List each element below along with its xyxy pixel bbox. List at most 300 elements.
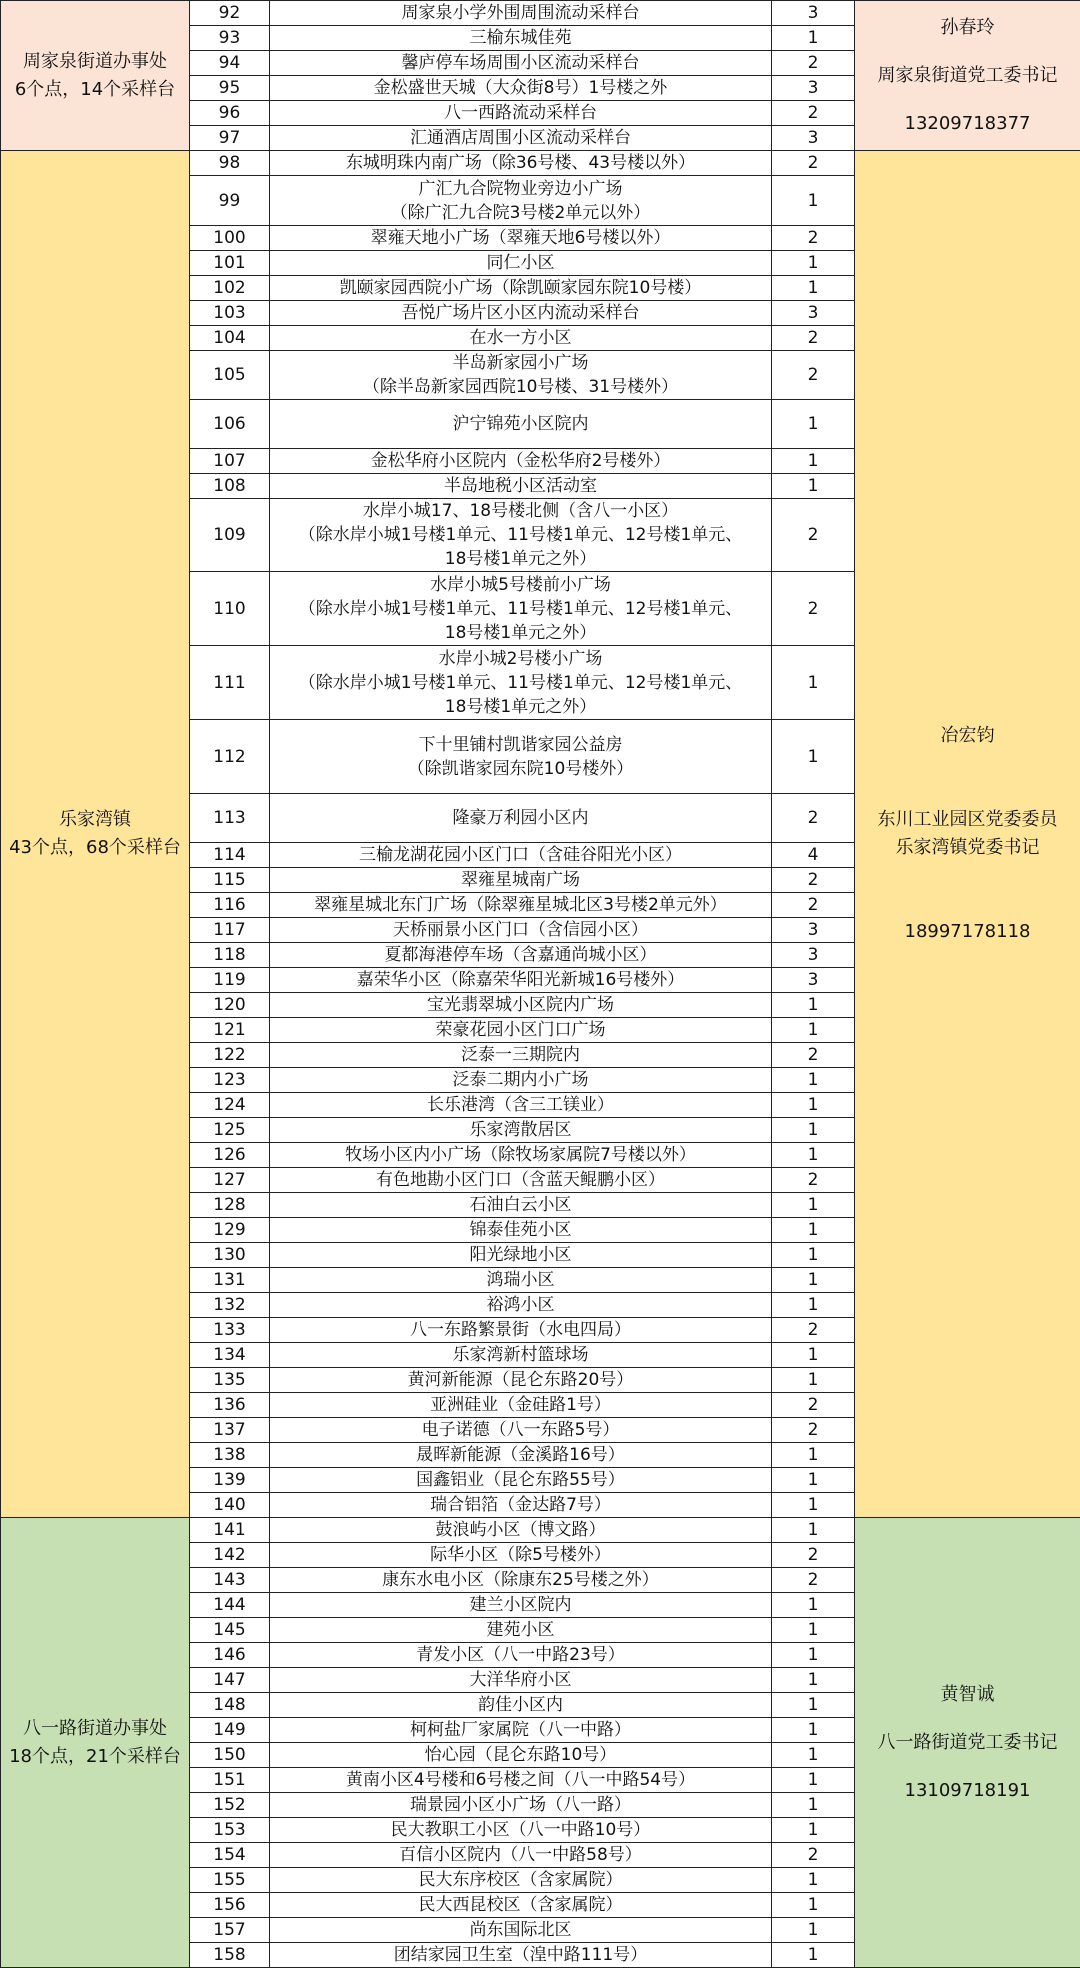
site-number: 138 (190, 1443, 270, 1468)
site-name (270, 1393, 772, 1418)
site-name-line: 水岸小城2号楼小广场 (270, 647, 771, 671)
station-count: 1 (772, 251, 855, 276)
station-count: 1 (772, 1443, 855, 1468)
site-number: 103 (190, 301, 270, 326)
site-name (270, 1743, 772, 1768)
station-count: 1 (772, 1818, 855, 1843)
spacer (855, 1757, 1080, 1777)
site-number: 106 (190, 400, 270, 449)
site-number: 126 (190, 1143, 270, 1168)
site-number: 112 (190, 720, 270, 794)
contact-phone: 18997178118 (855, 918, 1080, 946)
site-number: 129 (190, 1218, 270, 1243)
site-name-line: 夏都海港停车场（含嘉通尚城小区） (270, 943, 771, 967)
site-number: 121 (190, 1018, 270, 1043)
station-count: 1 (772, 1618, 855, 1643)
site-name-line: （除半岛新家园西院10号楼、31号楼外） (270, 375, 771, 399)
station-count: 2 (772, 1168, 855, 1193)
site-name (270, 1343, 772, 1368)
site-name-line: 康东水电小区（除康东25号楼之外） (270, 1568, 771, 1592)
site-number: 149 (190, 1718, 270, 1743)
site-number: 137 (190, 1418, 270, 1443)
site-name (270, 1543, 772, 1568)
site-name (270, 993, 772, 1018)
station-count: 1 (772, 1643, 855, 1668)
site-number: 98 (190, 151, 270, 176)
site-number: 153 (190, 1818, 270, 1843)
station-count: 4 (772, 843, 855, 868)
site-name (270, 1568, 772, 1593)
station-count: 2 (772, 868, 855, 893)
site-name (270, 51, 772, 76)
site-name-line: 天桥丽景小区门口（含信园小区） (270, 918, 771, 942)
site-name (270, 1, 772, 26)
site-name-line: 18号楼1单元之外） (270, 547, 771, 571)
station-count: 1 (772, 1468, 855, 1493)
site-name (270, 474, 772, 499)
site-name (270, 499, 772, 572)
spacer (855, 750, 1080, 806)
contact-phone: 13109718191 (855, 1777, 1080, 1805)
station-count: 1 (772, 176, 855, 226)
site-name-line: 半岛新家园小广场 (270, 351, 771, 375)
site-name-line: 有色地勘小区门口（含蓝天鲲鹏小区） (270, 1168, 771, 1192)
site-number: 120 (190, 993, 270, 1018)
site-name-line: 东城明珠内南广场（除36号楼、43号楼以外） (270, 151, 771, 175)
site-name-line: 凯颐家园西院小广场（除凯颐家园东院10号楼） (270, 276, 771, 300)
site-name (270, 101, 772, 126)
site-name (270, 1168, 772, 1193)
site-number: 156 (190, 1893, 270, 1918)
site-name (270, 1593, 772, 1618)
site-name (270, 868, 772, 893)
site-name (270, 1368, 772, 1393)
site-name-line: 泛泰一三期院内 (270, 1043, 771, 1067)
site-name-line: 乐家湾散居区 (270, 1118, 771, 1142)
site-name-line: 下十里铺村凯谐家园公益房 (270, 733, 771, 757)
site-number: 115 (190, 868, 270, 893)
group-name: 乐家湾镇 (1, 806, 189, 834)
site-name (270, 1093, 772, 1118)
site-name-line: 民大西昆校区（含家属院） (270, 1893, 771, 1917)
station-count: 3 (772, 918, 855, 943)
site-name-line: 汇通酒店周围小区流动采样台 (270, 126, 771, 150)
station-count: 3 (772, 76, 855, 101)
station-count: 1 (772, 1143, 855, 1168)
station-count: 1 (772, 1093, 855, 1118)
site-number: 94 (190, 51, 270, 76)
site-name-line: 怡心园（昆仑东路10号） (270, 1743, 771, 1767)
site-number: 155 (190, 1868, 270, 1893)
spacer (855, 90, 1080, 110)
site-number: 108 (190, 474, 270, 499)
site-name (270, 794, 772, 843)
contact-name: 冶宏钧 (855, 722, 1080, 750)
station-count: 1 (772, 720, 855, 794)
site-name (270, 893, 772, 918)
site-number: 102 (190, 276, 270, 301)
site-name-line: 馨庐停车场周围小区流动采样台 (270, 51, 771, 75)
group-summary: 18个点，21个采样台 (1, 1743, 189, 1771)
site-name-line: 锦泰佳苑小区 (270, 1218, 771, 1242)
site-number: 116 (190, 893, 270, 918)
station-count: 3 (772, 943, 855, 968)
site-number: 101 (190, 251, 270, 276)
site-number: 143 (190, 1568, 270, 1593)
site-name (270, 1418, 772, 1443)
site-name-line: （除凯谐家园东院10号楼外） (270, 757, 771, 781)
site-name-line: 八一西路流动采样台 (270, 101, 771, 125)
station-count: 1 (772, 1668, 855, 1693)
site-name-line: 隆豪万利园小区内 (270, 806, 771, 830)
site-number: 95 (190, 76, 270, 101)
group-name: 八一路街道办事处 (1, 1715, 189, 1743)
site-name (270, 176, 772, 226)
site-name (270, 251, 772, 276)
station-count: 1 (772, 1218, 855, 1243)
site-name (270, 1143, 772, 1168)
site-name (270, 572, 772, 646)
site-name-line: 八一东路繁景街（水电四局） (270, 1318, 771, 1342)
station-count: 1 (772, 1193, 855, 1218)
site-name (270, 326, 772, 351)
contact-name: 孙春玲 (855, 14, 1080, 42)
station-count: 1 (772, 1868, 855, 1893)
site-name-line: 鸿瑞小区 (270, 1268, 771, 1292)
station-count: 1 (772, 1243, 855, 1268)
station-count: 2 (772, 101, 855, 126)
group-name-cell (1, 151, 190, 1518)
site-name (270, 1718, 772, 1743)
station-count: 3 (772, 301, 855, 326)
site-name-line: 翠雍星城北东门广场（除翠雍星城北区3号楼2单元外） (270, 893, 771, 917)
site-name-line: 沪宁锦苑小区院内 (270, 412, 771, 436)
site-name-line: 金松盛世天城（大众街8号）1号楼之外 (270, 76, 771, 100)
site-name-line: 嘉荣华小区（除嘉荣华阳光新城16号楼外） (270, 968, 771, 992)
site-name (270, 1668, 772, 1693)
site-name (270, 1318, 772, 1343)
station-count: 1 (772, 1793, 855, 1818)
site-number: 99 (190, 176, 270, 226)
site-name-line: 电子诺德（八一东路5号） (270, 1418, 771, 1442)
station-count: 2 (772, 794, 855, 843)
site-number: 140 (190, 1493, 270, 1518)
site-name-line: 阳光绿地小区 (270, 1243, 771, 1267)
site-name-line: 牧场小区内小广场（除牧场家属院7号楼以外） (270, 1143, 771, 1167)
site-name-line: 晟晖新能源（金溪路16号） (270, 1443, 771, 1467)
site-number: 158 (190, 1943, 270, 1968)
site-name-line: 同仁小区 (270, 251, 771, 275)
site-number: 109 (190, 499, 270, 572)
site-number: 147 (190, 1668, 270, 1693)
station-count: 1 (772, 1293, 855, 1318)
station-count: 1 (772, 1493, 855, 1518)
site-name-line: 韵佳小区内 (270, 1693, 771, 1717)
site-name-line: 荣豪花园小区门口广场 (270, 1018, 771, 1042)
site-name (270, 1068, 772, 1093)
site-name-line: 黄河新能源（昆仑东路20号） (270, 1368, 771, 1392)
site-name (270, 1218, 772, 1243)
station-count: 1 (772, 1743, 855, 1768)
contact-name: 黄智诚 (855, 1681, 1080, 1709)
site-name-line: 民大东序校区（含家属院） (270, 1868, 771, 1892)
spacer (855, 1709, 1080, 1729)
site-name-line: （除水岸小城1号楼1单元、11号楼1单元、12号楼1单元、 (270, 671, 771, 695)
site-number: 127 (190, 1168, 270, 1193)
site-number: 145 (190, 1618, 270, 1643)
site-name (270, 1643, 772, 1668)
site-name-line: 柯柯盐厂家属院（八一中路） (270, 1718, 771, 1742)
site-name (270, 1018, 772, 1043)
site-name-line: 18号楼1单元之外） (270, 621, 771, 645)
site-name (270, 1193, 772, 1218)
site-number: 92 (190, 1, 270, 26)
site-name-line: （除广汇九合院3号楼2单元以外） (270, 201, 771, 225)
station-count: 2 (772, 226, 855, 251)
site-name (270, 276, 772, 301)
site-number: 118 (190, 943, 270, 968)
site-name (270, 126, 772, 151)
site-name-line: 团结家园卫生室（湟中路111号） (270, 1943, 771, 1967)
site-name (270, 1768, 772, 1793)
site-name-line: 尚东国际北区 (270, 1918, 771, 1942)
station-count: 2 (772, 351, 855, 400)
station-count: 2 (772, 499, 855, 572)
contact-phone: 13209718377 (855, 110, 1080, 138)
station-count: 1 (772, 26, 855, 51)
station-count: 2 (772, 1418, 855, 1443)
contact-cell (855, 1, 1080, 151)
site-name (270, 26, 772, 51)
site-name (270, 1893, 772, 1918)
site-name (270, 1843, 772, 1868)
site-number: 96 (190, 101, 270, 126)
station-count: 2 (772, 1843, 855, 1868)
station-count: 2 (772, 1043, 855, 1068)
site-number: 150 (190, 1743, 270, 1768)
site-name-line: 国鑫铝业（昆仑东路55号） (270, 1468, 771, 1492)
site-number: 125 (190, 1118, 270, 1143)
site-name-line: 建兰小区院内 (270, 1593, 771, 1617)
station-count: 2 (772, 1568, 855, 1593)
site-number: 105 (190, 351, 270, 400)
station-count: 1 (772, 1268, 855, 1293)
station-count: 1 (772, 1518, 855, 1543)
station-count: 1 (772, 1118, 855, 1143)
station-count: 1 (772, 1893, 855, 1918)
site-number: 104 (190, 326, 270, 351)
site-name (270, 1468, 772, 1493)
site-name (270, 1918, 772, 1943)
station-count: 1 (772, 1368, 855, 1393)
contact-cell (855, 1518, 1080, 1968)
site-name (270, 1493, 772, 1518)
site-number: 122 (190, 1043, 270, 1068)
site-name-line: 瑞景园小区小广场（八一路） (270, 1793, 771, 1817)
site-name-line: （除水岸小城1号楼1单元、11号楼1单元、12号楼1单元、 (270, 523, 771, 547)
site-name (270, 1118, 772, 1143)
site-name-line: 半岛地税小区活动室 (270, 474, 771, 498)
site-name (270, 1443, 772, 1468)
station-count: 2 (772, 572, 855, 646)
site-number: 136 (190, 1393, 270, 1418)
site-name-line: 泛泰二期内小广场 (270, 1068, 771, 1092)
site-name (270, 646, 772, 720)
site-name-line: 广汇九合院物业旁边小广场 (270, 177, 771, 201)
site-name-line: 翠雍星城南广场 (270, 868, 771, 892)
spacer (855, 42, 1080, 62)
station-count: 1 (772, 400, 855, 449)
site-number: 157 (190, 1918, 270, 1943)
site-name (270, 1693, 772, 1718)
station-count: 1 (772, 276, 855, 301)
site-number: 97 (190, 126, 270, 151)
station-count: 1 (772, 1718, 855, 1743)
site-number: 132 (190, 1293, 270, 1318)
site-name (270, 1293, 772, 1318)
site-name-line: 三榆龙湖花园小区门口（含硅谷阳光小区） (270, 843, 771, 867)
site-name-line: 际华小区（除5号楼外） (270, 1543, 771, 1567)
site-name (270, 226, 772, 251)
station-count: 2 (772, 893, 855, 918)
site-name (270, 1868, 772, 1893)
site-name-line: 水岸小城5号楼前小广场 (270, 573, 771, 597)
station-count: 2 (772, 51, 855, 76)
site-name-line: 水岸小城17、18号楼北侧（含八一小区） (270, 499, 771, 523)
spacer (855, 862, 1080, 918)
site-name (270, 968, 772, 993)
site-name (270, 1618, 772, 1643)
site-name-line: 三榆东城佳苑 (270, 26, 771, 50)
station-count: 3 (772, 968, 855, 993)
site-name (270, 1243, 772, 1268)
station-count: 1 (772, 1593, 855, 1618)
site-name-line: 周家泉小学外围周围流动采样台 (270, 1, 771, 25)
site-number: 128 (190, 1193, 270, 1218)
site-number: 131 (190, 1268, 270, 1293)
station-count: 1 (772, 1343, 855, 1368)
site-name-line: 长乐港湾（含三工镁业） (270, 1093, 771, 1117)
station-count: 1 (772, 1018, 855, 1043)
station-count: 3 (772, 1, 855, 26)
site-name-line: 乐家湾新村篮球场 (270, 1343, 771, 1367)
group-name-cell (1, 1518, 190, 1968)
contact-cell (855, 151, 1080, 1518)
station-count: 1 (772, 1068, 855, 1093)
site-number: 93 (190, 26, 270, 51)
contact-title: 东川工业园区党委委员 (855, 806, 1080, 834)
site-name-line: 百信小区院内（八一中路58号） (270, 1843, 771, 1867)
site-name-line: 18号楼1单元之外） (270, 695, 771, 719)
site-number: 123 (190, 1068, 270, 1093)
site-number: 110 (190, 572, 270, 646)
site-name (270, 301, 772, 326)
site-number: 139 (190, 1468, 270, 1493)
site-name (270, 1818, 772, 1843)
site-number: 141 (190, 1518, 270, 1543)
site-name-line: 在水一方小区 (270, 326, 771, 350)
site-name (270, 1943, 772, 1968)
station-count: 2 (772, 1543, 855, 1568)
station-count: 1 (772, 1693, 855, 1718)
site-name (270, 918, 772, 943)
group-name-cell (1, 1, 190, 151)
site-name (270, 76, 772, 101)
group-summary: 43个点，68个采样台 (1, 834, 189, 862)
table-row (1, 151, 1080, 176)
site-name-line: 吾悦广场片区小区内流动采样台 (270, 301, 771, 325)
site-number: 107 (190, 449, 270, 474)
site-name (270, 449, 772, 474)
group-summary: 6个点，14个采样台 (1, 76, 189, 104)
station-count: 1 (772, 646, 855, 720)
site-name-line: 宝光翡翠城小区院内广场 (270, 993, 771, 1017)
contact-title: 乐家湾镇党委书记 (855, 834, 1080, 862)
site-name-line: 瑞合铝箔（金达路7号） (270, 1493, 771, 1517)
site-name-line: （除水岸小城1号楼1单元、11号楼1单元、12号楼1单元、 (270, 597, 771, 621)
site-name-line: 金松华府小区院内（金松华府2号楼外） (270, 449, 771, 473)
station-count: 1 (772, 1768, 855, 1793)
station-count: 1 (772, 449, 855, 474)
station-count: 3 (772, 126, 855, 151)
site-name (270, 843, 772, 868)
site-number: 117 (190, 918, 270, 943)
site-name (270, 400, 772, 449)
site-number: 152 (190, 1793, 270, 1818)
station-count: 2 (772, 151, 855, 176)
site-name (270, 1793, 772, 1818)
site-number: 135 (190, 1368, 270, 1393)
site-name-line: 黄南小区4号楼和6号楼之间（八一中路54号） (270, 1768, 771, 1792)
site-name-line: 翠雍天地小广场（翠雍天地6号楼以外） (270, 226, 771, 250)
site-name (270, 1043, 772, 1068)
site-number: 124 (190, 1093, 270, 1118)
table-row (1, 1, 1080, 26)
site-name (270, 1268, 772, 1293)
station-count: 2 (772, 326, 855, 351)
table-body (1, 1, 1080, 1968)
group-name: 周家泉街道办事处 (1, 48, 189, 76)
site-number: 144 (190, 1593, 270, 1618)
site-name-line: 亚洲硅业（金硅路1号） (270, 1393, 771, 1417)
site-number: 148 (190, 1693, 270, 1718)
station-count: 1 (772, 474, 855, 499)
site-name (270, 1518, 772, 1543)
site-name (270, 151, 772, 176)
site-number: 146 (190, 1643, 270, 1668)
site-name-line: 石油白云小区 (270, 1193, 771, 1217)
site-name (270, 351, 772, 400)
site-number: 134 (190, 1343, 270, 1368)
site-number: 114 (190, 843, 270, 868)
station-count: 2 (772, 1393, 855, 1418)
site-number: 142 (190, 1543, 270, 1568)
site-number: 151 (190, 1768, 270, 1793)
contact-title: 周家泉街道党工委书记 (855, 62, 1080, 90)
site-number: 113 (190, 794, 270, 843)
site-name-line: 建苑小区 (270, 1618, 771, 1642)
site-name (270, 720, 772, 794)
site-number: 130 (190, 1243, 270, 1268)
station-count: 1 (772, 1943, 855, 1968)
site-name-line: 裕鸿小区 (270, 1293, 771, 1317)
site-name (270, 943, 772, 968)
station-count: 2 (772, 1318, 855, 1343)
table-row (1, 1518, 1080, 1543)
site-number: 100 (190, 226, 270, 251)
site-name-line: 大洋华府小区 (270, 1668, 771, 1692)
site-number: 119 (190, 968, 270, 993)
